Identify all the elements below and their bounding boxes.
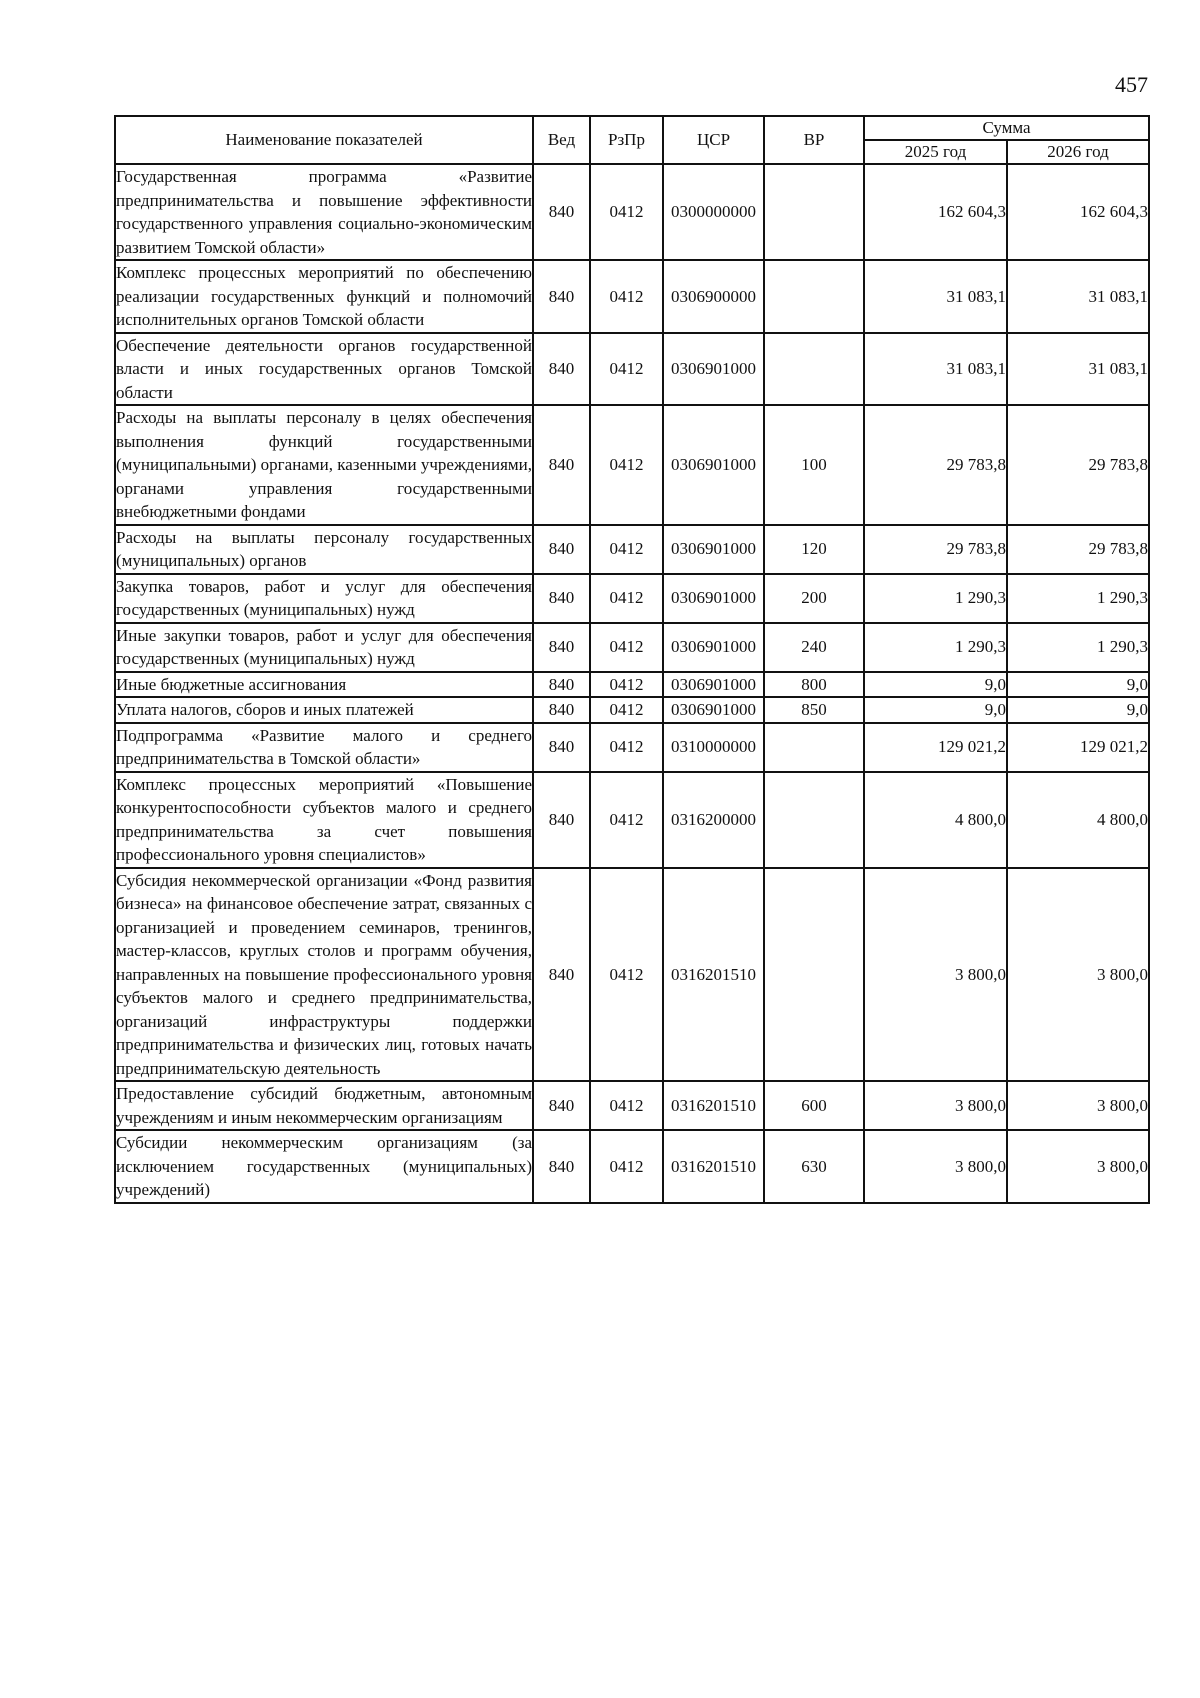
row-name: Субсидии некоммерческим организациям (за исключением государственных (муниципальных) учреждений) <box>115 1130 533 1203</box>
row-vr <box>764 164 864 260</box>
table-row <box>115 672 1149 698</box>
row-csr: 0316201510 <box>663 1130 764 1203</box>
row-sum-2026: 1 290,3 <box>1007 574 1149 623</box>
row-sum-2026: 29 783,8 <box>1007 405 1149 525</box>
header-2025: 2025 год <box>864 140 1007 164</box>
row-csr: 0306901000 <box>663 405 764 525</box>
table-row <box>115 333 1149 406</box>
row-sum-2025: 1 290,3 <box>864 574 1007 623</box>
row-rzpr: 0412 <box>590 868 663 1082</box>
row-csr: 0310000000 <box>663 723 764 772</box>
row-sum-2026: 3 800,0 <box>1007 1081 1149 1130</box>
row-vr <box>764 723 864 772</box>
row-csr: 0306901000 <box>663 623 764 672</box>
row-name: Иные закупки товаров, работ и услуг для обеспечения государственных (муниципальных) нужд <box>115 623 533 672</box>
table-row <box>115 772 1149 868</box>
row-name: Предоставление субсидий бюджетным, автономным учреждениям и иным некоммерческим организациям <box>115 1081 533 1130</box>
row-vr: 120 <box>764 525 864 574</box>
row-csr: 0306900000 <box>663 260 764 333</box>
row-rzpr: 0412 <box>590 405 663 525</box>
row-ved: 840 <box>533 697 590 723</box>
row-vr: 600 <box>764 1081 864 1130</box>
row-sum-2025: 129 021,2 <box>864 723 1007 772</box>
row-vr: 200 <box>764 574 864 623</box>
header-name: Наименование показателей <box>115 116 533 164</box>
row-sum-2025: 3 800,0 <box>864 868 1007 1082</box>
row-sum-2026: 1 290,3 <box>1007 623 1149 672</box>
row-ved: 840 <box>533 672 590 698</box>
row-name: Расходы на выплаты персоналу государственных (муниципальных) органов <box>115 525 533 574</box>
row-name: Подпрограмма «Развитие малого и среднего предпринимательства в Томской области» <box>115 723 533 772</box>
row-ved: 840 <box>533 623 590 672</box>
row-rzpr: 0412 <box>590 260 663 333</box>
row-rzpr: 0412 <box>590 672 663 698</box>
row-sum-2026: 129 021,2 <box>1007 723 1149 772</box>
row-sum-2026: 9,0 <box>1007 672 1149 698</box>
row-sum-2026: 29 783,8 <box>1007 525 1149 574</box>
row-csr: 0306901000 <box>663 574 764 623</box>
table-row <box>115 623 1149 672</box>
row-rzpr: 0412 <box>590 164 663 260</box>
row-ved: 840 <box>533 260 590 333</box>
row-vr <box>764 868 864 1082</box>
row-rzpr: 0412 <box>590 723 663 772</box>
row-ved: 840 <box>533 772 590 868</box>
table-row <box>115 164 1149 260</box>
row-ved: 840 <box>533 164 590 260</box>
row-rzpr: 0412 <box>590 1130 663 1203</box>
table-row <box>115 260 1149 333</box>
row-vr: 100 <box>764 405 864 525</box>
row-csr: 0316200000 <box>663 772 764 868</box>
row-ved: 840 <box>533 525 590 574</box>
table-row <box>115 1081 1149 1130</box>
row-csr: 0306901000 <box>663 697 764 723</box>
header-csr: ЦСР <box>663 116 764 164</box>
row-csr: 0306901000 <box>663 672 764 698</box>
table-row <box>115 405 1149 525</box>
row-name: Комплекс процессных мероприятий «Повышение конкурентоспособности субъектов малого и среднего предпринимательства за счет повышения профессионального уровня специалистов» <box>115 772 533 868</box>
row-name: Иные бюджетные ассигнования <box>115 672 533 698</box>
header-ved: Вед <box>533 116 590 164</box>
row-sum-2025: 29 783,8 <box>864 405 1007 525</box>
row-name: Обеспечение деятельности органов государственной власти и иных государственных органов Томской области <box>115 333 533 406</box>
row-ved: 840 <box>533 405 590 525</box>
row-rzpr: 0412 <box>590 623 663 672</box>
row-sum-2026: 3 800,0 <box>1007 1130 1149 1203</box>
row-csr: 0306901000 <box>663 333 764 406</box>
header-2026: 2026 год <box>1007 140 1149 164</box>
row-name: Закупка товаров, работ и услуг для обеспечения государственных (муниципальных) нужд <box>115 574 533 623</box>
row-name: Комплекс процессных мероприятий по обеспечению реализации государственных функций и полномочий исполнительных органов Томской области <box>115 260 533 333</box>
row-vr: 850 <box>764 697 864 723</box>
row-sum-2026: 4 800,0 <box>1007 772 1149 868</box>
row-rzpr: 0412 <box>590 333 663 406</box>
table-row <box>115 697 1149 723</box>
row-ved: 840 <box>533 723 590 772</box>
row-sum-2025: 9,0 <box>864 672 1007 698</box>
table-row <box>115 868 1149 1082</box>
row-vr <box>764 772 864 868</box>
row-csr: 0306901000 <box>663 525 764 574</box>
row-sum-2025: 31 083,1 <box>864 333 1007 406</box>
row-vr: 240 <box>764 623 864 672</box>
row-rzpr: 0412 <box>590 772 663 868</box>
row-sum-2025: 3 800,0 <box>864 1130 1007 1203</box>
row-ved: 840 <box>533 333 590 406</box>
row-name: Субсидия некоммерческой организации «Фонд развития бизнеса» на финансовое обеспечение затрат, связанных с организацией и проведением семинаров, тренингов, мастер-классов, круглых столов и программ обучения, направленных на повышение профессионального уровня субъектов малого и среднего предпринимательства, организаций инфраструктуры поддержки предпринимательства и физических лиц, готовых начать предпринимательскую деятельность <box>115 868 533 1082</box>
table-row <box>115 574 1149 623</box>
row-sum-2026: 9,0 <box>1007 697 1149 723</box>
row-vr <box>764 260 864 333</box>
row-vr: 800 <box>764 672 864 698</box>
row-ved: 840 <box>533 574 590 623</box>
row-name: Уплата налогов, сборов и иных платежей <box>115 697 533 723</box>
row-rzpr: 0412 <box>590 525 663 574</box>
table-row <box>115 525 1149 574</box>
header-sum: Сумма <box>864 116 1149 140</box>
header-rzpr: РзПр <box>590 116 663 164</box>
table-row <box>115 723 1149 772</box>
row-sum-2025: 162 604,3 <box>864 164 1007 260</box>
table-row <box>115 1130 1149 1203</box>
row-vr: 630 <box>764 1130 864 1203</box>
row-csr: 0316201510 <box>663 868 764 1082</box>
row-ved: 840 <box>533 1130 590 1203</box>
row-csr: 0316201510 <box>663 1081 764 1130</box>
row-name: Расходы на выплаты персоналу в целях обеспечения выполнения функций государственными (муниципальными) органами, казенными учреждениями, органами управления государственными внебюджетными фондами <box>115 405 533 525</box>
row-sum-2025: 4 800,0 <box>864 772 1007 868</box>
table-body <box>115 164 1149 1203</box>
row-rzpr: 0412 <box>590 697 663 723</box>
row-sum-2026: 3 800,0 <box>1007 868 1149 1082</box>
row-sum-2025: 3 800,0 <box>864 1081 1007 1130</box>
row-sum-2026: 31 083,1 <box>1007 260 1149 333</box>
row-sum-2025: 31 083,1 <box>864 260 1007 333</box>
row-vr <box>764 333 864 406</box>
header-vr: ВР <box>764 116 864 164</box>
row-sum-2025: 1 290,3 <box>864 623 1007 672</box>
row-ved: 840 <box>533 868 590 1082</box>
row-sum-2026: 31 083,1 <box>1007 333 1149 406</box>
row-rzpr: 0412 <box>590 1081 663 1130</box>
row-name: Государственная программа «Развитие предпринимательства и повышение эффективности государственного управления социально-экономическим развитием Томской области» <box>115 164 533 260</box>
row-rzpr: 0412 <box>590 574 663 623</box>
row-sum-2025: 29 783,8 <box>864 525 1007 574</box>
row-sum-2025: 9,0 <box>864 697 1007 723</box>
budget-table <box>114 115 1150 1204</box>
row-csr: 0300000000 <box>663 164 764 260</box>
row-sum-2026: 162 604,3 <box>1007 164 1149 260</box>
row-ved: 840 <box>533 1081 590 1130</box>
page-number: 457 <box>1115 72 1148 97</box>
